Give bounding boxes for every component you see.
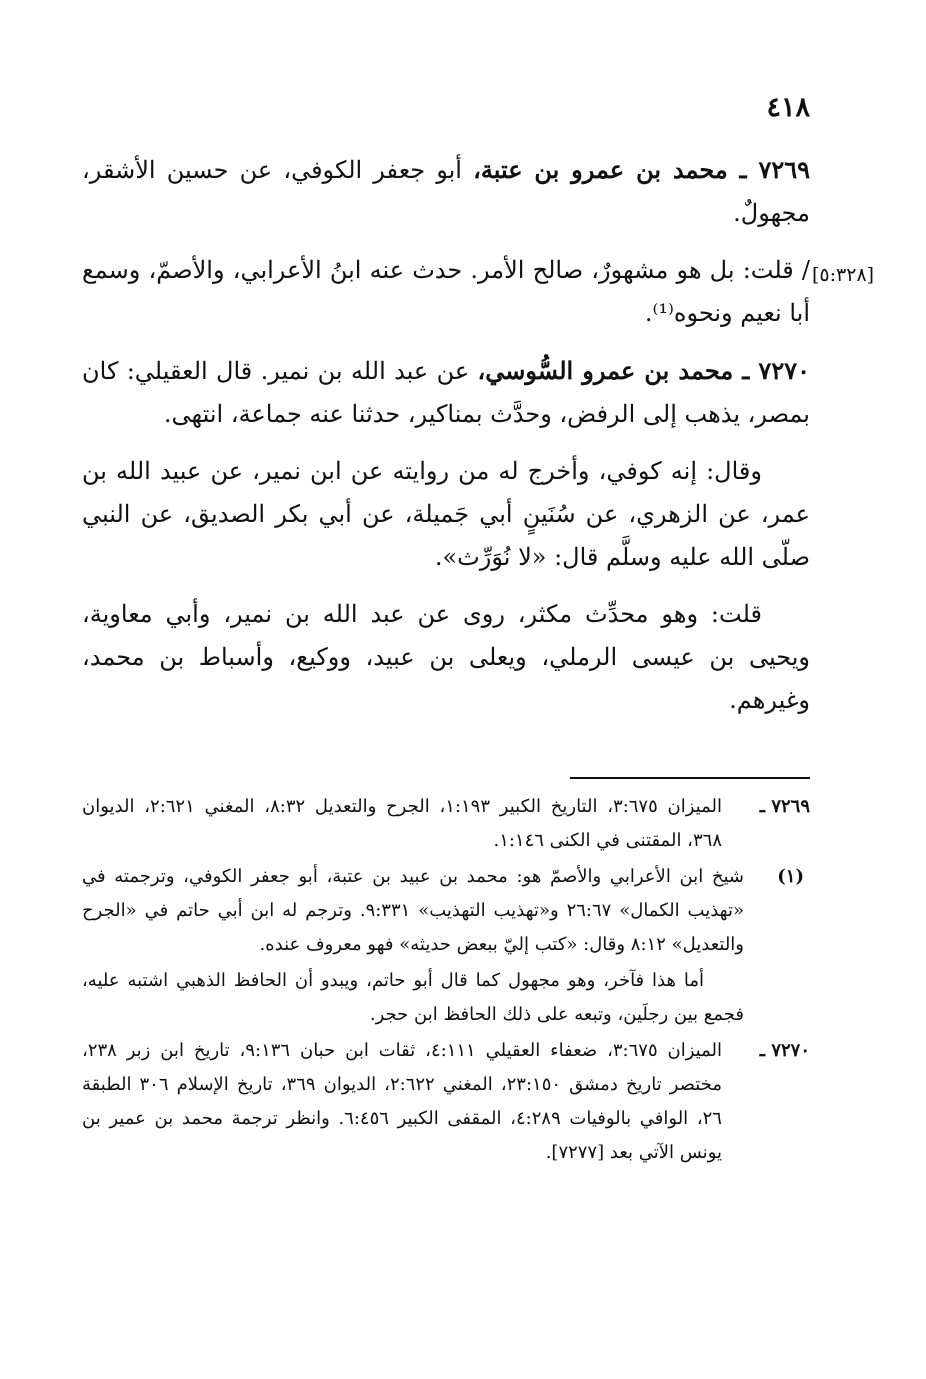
entry-lead: ٧٢٧٠ ـ محمد بن عمرو السُّوسي، bbox=[477, 356, 810, 385]
entry-lead: ٧٢٦٩ ـ محمد بن عمرو بن عتبة، bbox=[473, 155, 810, 184]
entry-paragraph bbox=[82, 450, 810, 579]
main-text bbox=[82, 148, 810, 736]
footnote-tag: ٧٢٦٩ ـ bbox=[759, 796, 810, 817]
footnotes bbox=[82, 790, 810, 1172]
footnote-text: الميزان ٣:٦٧٥، ضعفاء العقيلي ٤:١١١، ثقات ابن حبان ٩:١٣٦، تاريخ ابن زبر ٢٣٨، مختصر تاريخ دمشق ٢٣:١٥٠، المغني ٢:٦٢٢، الديوان ٣٦٩، تاريخ الإسلام ٣٠٦ الطبقة ٢٦، الوافي بالوفيات ٤:٢٨٩، المقفى الكبير ٦:٤٥٦. وانظر ترجمة محمد بن عمير بن يونس الآتي بعد [٧٢٧٧]. bbox=[82, 1040, 722, 1163]
entry-text: وقال: إنه كوفي، وأخرج له من روايته عن ابن نمير، عن عبيد الله بن عمر، عن الزهري، عن سُنَينٍ أبي جَميلة، عن أبي بكر الصديق، عن النبي صلّى الله عليه وسلَّم قال: «لا نُوَرِّث». bbox=[82, 457, 810, 571]
entry-text: قلت: وهو محدِّث مكثر، روى عن عبد الله بن نمير، وأبي معاوية، ويحيى بن عيسى الرملي، ويعلى بن عبيد، ووكيع، وأسباط بن محمد، وغيرهم. bbox=[82, 600, 810, 714]
footnote-text: الميزان ٣:٦٧٥، التاريخ الكبير ١:١٩٣، الجرح والتعديل ٨:٣٢، المغني ٢:٦٢١، الديوان ٣٦٨، المقتنى في الكنى ١:١٤٦. bbox=[82, 796, 723, 851]
footnote-1-continued bbox=[82, 964, 810, 1032]
side-reference: [٥:٣٢٨] bbox=[812, 264, 875, 286]
entry-7270 bbox=[82, 349, 810, 436]
entry-7269 bbox=[82, 148, 810, 235]
entry-comment bbox=[82, 249, 810, 335]
footnote-text: أما هذا فآخر، وهو مجهول كما قال أبو حاتم، ويبدو أن الحافظ الذهبي اشتبه عليه، فجمع بين رجلَين، وتبعه على ذلك الحافظ ابن حجر. bbox=[82, 970, 744, 1025]
footnote-7270 bbox=[82, 1034, 810, 1170]
page-number: ٤١٨ bbox=[766, 92, 810, 123]
footnote-1 bbox=[82, 860, 810, 962]
footnote-tag: ٧٢٧٠ ـ bbox=[759, 1040, 810, 1061]
footnote-tag: (١) bbox=[777, 866, 804, 887]
footnote-7269 bbox=[82, 790, 810, 858]
footnote-text: شيخ ابن الأعرابي والأصمّ هو: محمد بن عبيد بن عتبة، أبو جعفر الكوفي، وترجمته في «تهذيب الكمال» ٢٦:٦٧ و«تهذيب التهذيب» ٩:٣٣١. وترجم له ابن أبي حاتم في «الجرح والتعديل» ٨:١٢ وقال: «كتب إليّ ببعض حديثه» فهو معروف عنده. bbox=[82, 866, 744, 955]
entry-paragraph bbox=[82, 593, 810, 722]
entry-text: أبو جعفر الكوفي، عن حسين الأشقر، مجهولٌ. bbox=[82, 156, 810, 227]
entry-text: / قلت: بل هو مشهورٌ، صالح الأمر. حدث عنه ابنُ الأعرابي، والأصمّ، وسمع أبا نعيم ونحوه⁽¹⁾. bbox=[82, 256, 810, 327]
entry-text: عن عبد الله بن نمير. قال العقيلي: كان بمصر، يذهب إلى الرفض، وحدَّث بمناكير، حدثنا عنه جماعة، انتهى. bbox=[82, 357, 810, 428]
footnote-divider bbox=[570, 777, 810, 779]
